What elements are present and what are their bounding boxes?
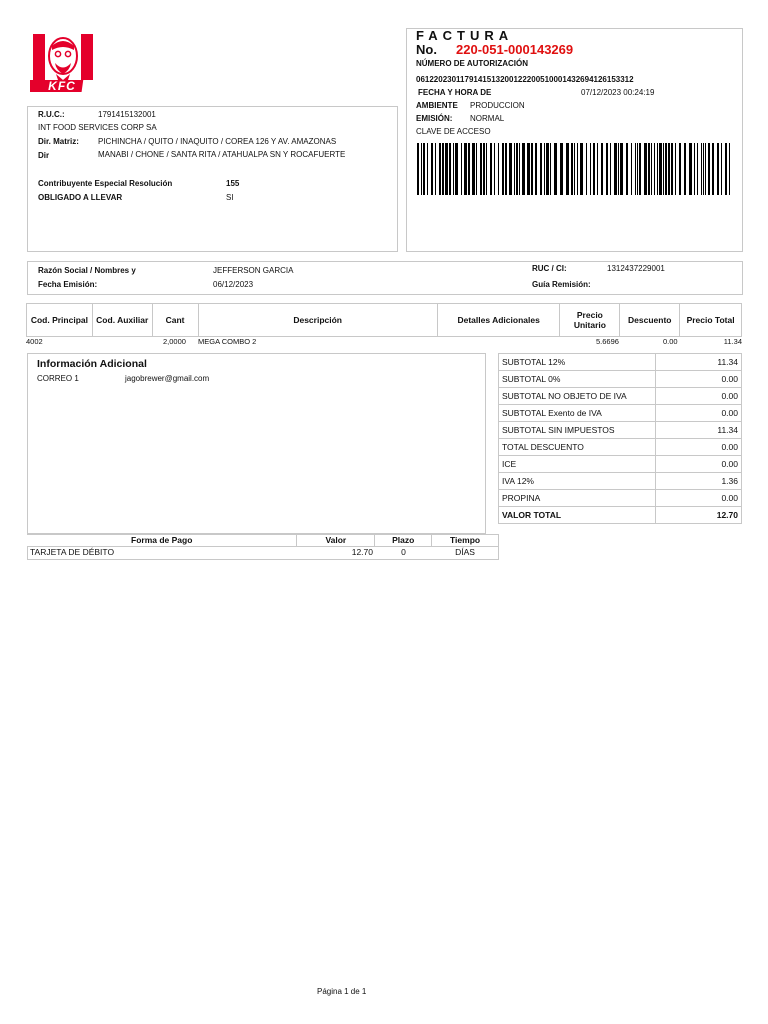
row-precio-total: 11.34 bbox=[723, 337, 742, 346]
row-cod-principal: 4002 bbox=[26, 337, 43, 346]
guia-remision-label: Guía Remisión: bbox=[532, 280, 591, 289]
col-precio-unitario: Precio Unitario bbox=[560, 304, 620, 336]
totales-value: 0.00 bbox=[656, 405, 742, 422]
row-descuento: 0.00 bbox=[663, 337, 678, 346]
obligado-value: SI bbox=[226, 193, 234, 202]
col-cod-auxiliar: Cod. Auxiliar bbox=[93, 304, 153, 336]
col-plazo: Plazo bbox=[374, 535, 431, 546]
dir-label: Dir bbox=[38, 151, 50, 160]
totales-row bbox=[499, 507, 742, 524]
col-descripcion: Descripción bbox=[199, 304, 438, 336]
col-cant: Cant bbox=[153, 304, 199, 336]
totales-row bbox=[499, 422, 742, 439]
correo-value: jagobrewer@gmail.com bbox=[125, 374, 210, 383]
col-forma-pago: Forma de Pago bbox=[131, 535, 193, 545]
pago-table-header bbox=[27, 534, 499, 547]
dir-value: MANABI / CHONE / SANTA RITA / ATAHUALPA SN Y ROCAFUERTE bbox=[98, 150, 346, 159]
dir-matriz-value: PICHINCHA / QUITO / INAQUITO / COREA 126 Y AV. AMAZONAS bbox=[98, 137, 337, 146]
totales-table bbox=[498, 353, 742, 524]
ruc-label: R.U.C.: bbox=[38, 110, 65, 119]
ambiente-value: PRODUCCION bbox=[470, 101, 525, 110]
razon-social-label: Razón Social / Nombres y bbox=[38, 266, 136, 275]
ruc-ci-value: 1312437229001 bbox=[607, 264, 665, 273]
factura-no-label: No. bbox=[416, 42, 437, 57]
totales-value: 1.36 bbox=[656, 473, 742, 490]
totales-label: ICE bbox=[499, 456, 656, 473]
totales-row bbox=[499, 405, 742, 422]
row-cant: 2,0000 bbox=[163, 337, 186, 346]
table-row bbox=[26, 337, 742, 347]
totales-row bbox=[499, 388, 742, 405]
col-detalles-adicionales: Detalles Adicionales bbox=[438, 304, 561, 336]
row-descripcion: MEGA COMBO 2 bbox=[198, 337, 257, 346]
totales-row bbox=[499, 371, 742, 388]
fecha-hora-label: FECHA Y HORA DE bbox=[418, 88, 492, 97]
totales-label: TOTAL DESCUENTO bbox=[499, 439, 656, 456]
col-cod-principal: Cod. Principal bbox=[27, 304, 93, 336]
totales-label: SUBTOTAL SIN IMPUESTOS bbox=[499, 422, 656, 439]
totales-value: 0.00 bbox=[656, 490, 742, 507]
totales-value: 0.00 bbox=[656, 456, 742, 473]
correo-label: CORREO 1 bbox=[37, 374, 79, 383]
totales-label: SUBTOTAL 0% bbox=[499, 371, 656, 388]
pago-forma: TARJETA DE DÉBITO bbox=[30, 547, 115, 557]
totales-value: 0.00 bbox=[656, 439, 742, 456]
emision-value: NORMAL bbox=[470, 114, 505, 123]
totales-label: SUBTOTAL Exento de IVA bbox=[499, 405, 656, 422]
totales-value: 11.34 bbox=[656, 354, 742, 371]
page-number: Página 1 de 1 bbox=[317, 987, 367, 996]
totales-row bbox=[499, 473, 742, 490]
pago-plazo: 0 bbox=[401, 547, 406, 557]
col-valor: Valor bbox=[296, 535, 374, 546]
totales-value: 11.34 bbox=[656, 422, 742, 439]
totales-label: SUBTOTAL NO OBJETO DE IVA bbox=[499, 388, 656, 405]
contribuyente-value: 155 bbox=[226, 179, 240, 188]
razon-social-value: JEFFERSON GARCIA bbox=[213, 266, 294, 275]
col-precio-total: Precio Total bbox=[686, 315, 735, 325]
factura-number: 220-051-000143269 bbox=[456, 42, 574, 57]
barcode-image bbox=[417, 143, 730, 195]
totales-row bbox=[499, 354, 742, 371]
contribuyente-label: Contribuyente Especial Resolución bbox=[38, 179, 173, 188]
pago-tiempo: DÍAS bbox=[455, 547, 475, 557]
info-adicional-title: Información Adicional bbox=[37, 358, 147, 370]
auth-number: 0612202301179141513200122200510001432694126153312 bbox=[416, 75, 634, 84]
fecha-hora-value: 07/12/2023 00:24:19 bbox=[581, 88, 655, 97]
col-tiempo: Tiempo bbox=[431, 535, 498, 546]
clave-acceso-label: CLAVE DE ACCESO bbox=[416, 127, 491, 136]
factura-title: FACTURA bbox=[416, 28, 514, 43]
totales-value: 12.70 bbox=[656, 507, 742, 524]
fecha-emision-value: 06/12/2023 bbox=[213, 280, 254, 289]
totales-value: 0.00 bbox=[656, 371, 742, 388]
col-descuento: Descuento bbox=[620, 304, 680, 336]
totales-row bbox=[499, 490, 742, 507]
obligado-label: OBLIGADO A LLEVAR bbox=[38, 193, 123, 202]
totales-row bbox=[499, 456, 742, 473]
totales-label: PROPINA bbox=[499, 490, 656, 507]
kfc-logo-text: KFC bbox=[48, 79, 76, 93]
razon-social-emisor: INT FOOD SERVICES CORP SA bbox=[38, 123, 157, 132]
pago-valor: 12.70 bbox=[351, 547, 373, 557]
dir-matriz-label: Dir. Matriz: bbox=[38, 137, 79, 146]
row-precio-unitario: 5.6696 bbox=[596, 337, 619, 346]
pago-row bbox=[27, 547, 499, 560]
totales-value: 0.00 bbox=[656, 388, 742, 405]
items-table-header bbox=[26, 303, 742, 337]
totales-label: SUBTOTAL 12% bbox=[499, 354, 656, 371]
totales-label: VALOR TOTAL bbox=[499, 507, 656, 524]
auth-label: NÚMERO DE AUTORIZACIÓN bbox=[416, 59, 528, 68]
totales-row bbox=[499, 439, 742, 456]
ruc-ci-label: RUC / CI: bbox=[532, 264, 567, 273]
emision-label: EMISIÓN: bbox=[416, 114, 453, 123]
fecha-emision-label: Fecha Emisión: bbox=[38, 280, 98, 289]
totales-label: IVA 12% bbox=[499, 473, 656, 490]
ambiente-label: AMBIENTE bbox=[416, 101, 458, 110]
info-adicional-box bbox=[27, 353, 486, 534]
ruc-value: 1791415132001 bbox=[98, 110, 156, 119]
